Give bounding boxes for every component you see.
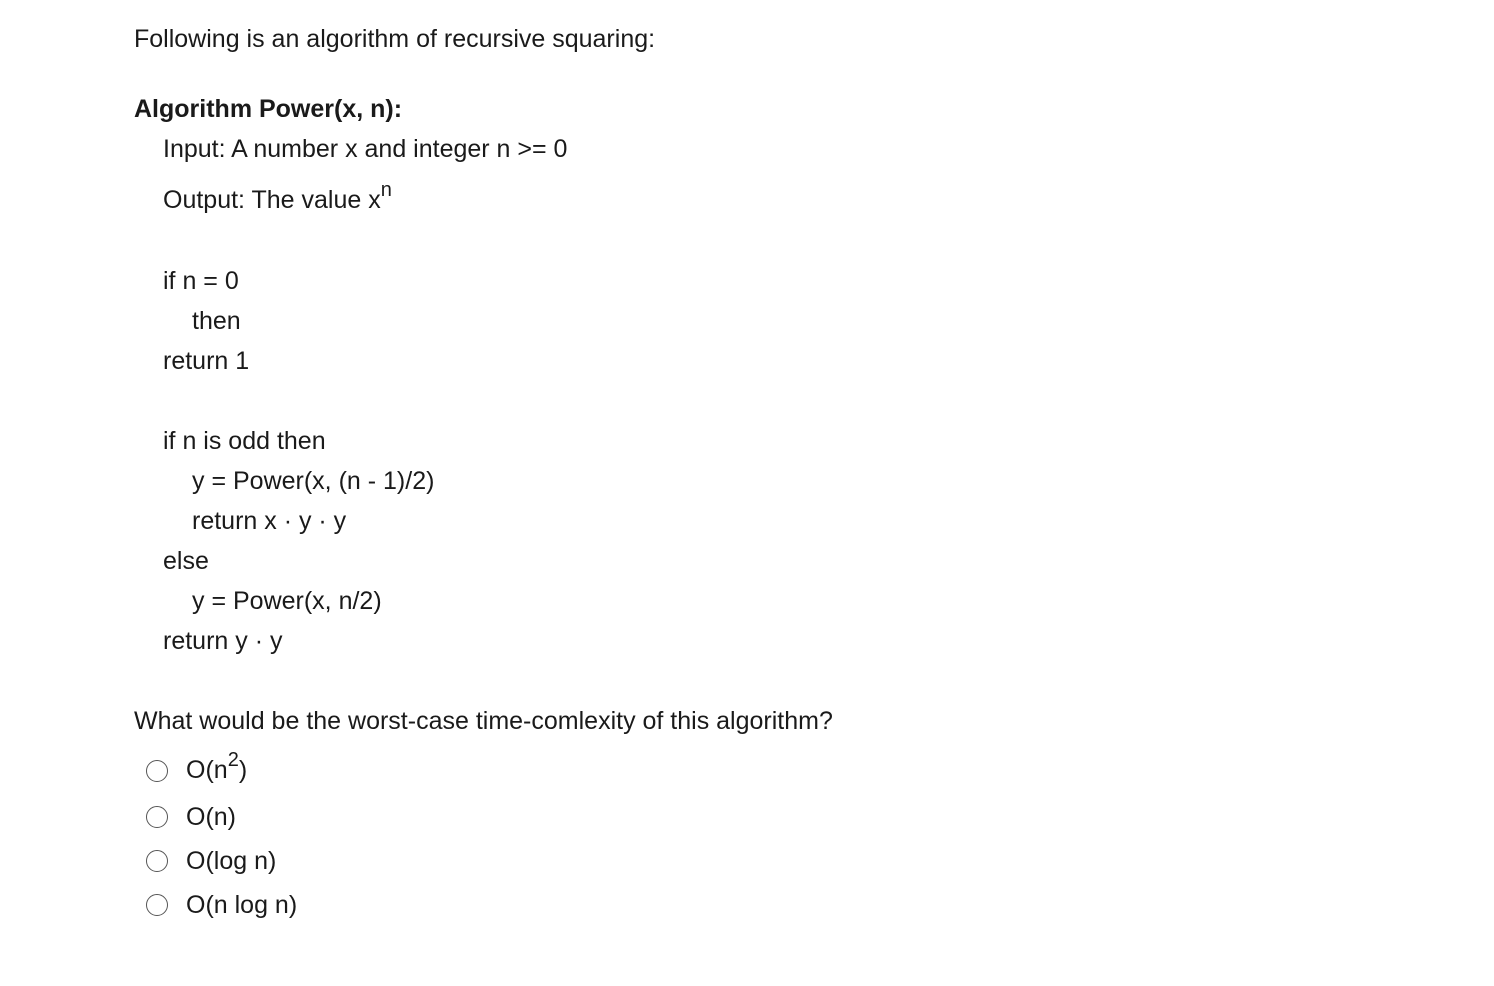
answer-option-label: O(n log n) bbox=[186, 891, 298, 919]
answer-option-4[interactable] bbox=[146, 890, 297, 920]
algorithm-output bbox=[163, 179, 392, 217]
code-line-if-zero: if n = 0 bbox=[163, 267, 239, 295]
code-line-then: then bbox=[192, 307, 241, 335]
code-line-if-odd: if n is odd then bbox=[163, 427, 326, 455]
intro-text: Following is an algorithm of recursive squaring: bbox=[134, 25, 656, 53]
algorithm-title: Algorithm Power(x, n): bbox=[134, 95, 403, 123]
option-exponent: 2 bbox=[227, 749, 239, 771]
option-base: O(n bbox=[186, 756, 228, 784]
algorithm-output-exponent: n bbox=[380, 179, 392, 201]
radio-button[interactable] bbox=[146, 806, 168, 828]
code-line-return-odd: return x · y · y bbox=[192, 507, 347, 535]
algorithm-output-text: Output: The value x bbox=[163, 186, 381, 214]
code-line-else: else bbox=[163, 547, 209, 575]
question-text: What would be the worst-case time-comlexity of this algorithm? bbox=[134, 707, 833, 735]
answer-option-label: O(log n) bbox=[186, 847, 277, 875]
answer-option-2[interactable] bbox=[146, 802, 236, 832]
answer-option-label: O(n) bbox=[186, 803, 236, 831]
answer-option-3[interactable] bbox=[146, 846, 276, 876]
radio-button[interactable] bbox=[146, 894, 168, 916]
answer-option-label bbox=[186, 749, 248, 787]
answer-option-1[interactable] bbox=[146, 749, 248, 786]
code-line-return-one: return 1 bbox=[163, 347, 250, 375]
code-line-y-odd: y = Power(x, (n - 1)/2) bbox=[192, 467, 435, 495]
code-line-y-even: y = Power(x, n/2) bbox=[192, 587, 382, 615]
algorithm-input: Input: A number x and integer n >= 0 bbox=[163, 135, 568, 163]
option-tail: ) bbox=[238, 756, 248, 784]
radio-button[interactable] bbox=[146, 760, 168, 782]
radio-button[interactable] bbox=[146, 850, 168, 872]
code-line-return-even: return y · y bbox=[163, 627, 283, 655]
